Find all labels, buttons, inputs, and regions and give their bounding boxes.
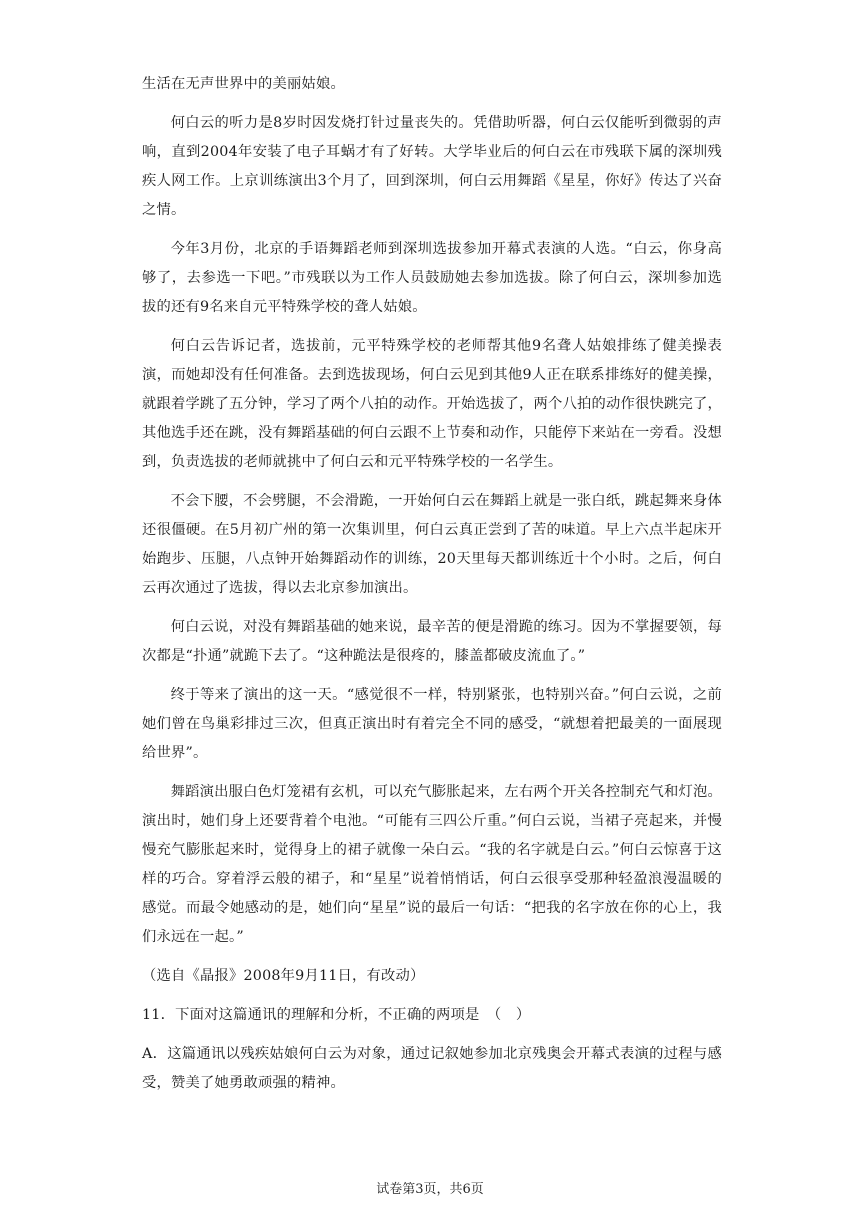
article-paragraph: 何白云告诉记者，选拔前，元平特殊学校的老师帮其他9名聋人姑娘排练了健美操表演，而她却没有任何准备。去到选拔现场，何白云见到其他9人正在联系排练好的健美操，就跟着学跳了五分钟，学习了两个八拍的动作。开始选拔了，两个八拍的动作很快跳完了，其他选手还在跳，没有舞蹈基础的何白云跟不上节奏和动作，只能停下来站在一旁看。没想到，负责选拔的老师就挑中了何白云和元平特殊学校的一名学生。: [142, 338, 722, 470]
article-body: [142, 70, 722, 1108]
article-paragraph: 生活在无声世界中的美丽姑娘。: [142, 76, 345, 92]
page-footer: 试卷第3页，共6页: [376, 1182, 484, 1197]
article-paragraph: 何白云的听力是8岁时因发烧打针过量丧失的。凭借助听器，何白云仅能听到微弱的声响，直到2004年安装了电子耳蜗才有了好转。大学毕业后的何白云在市残联下属的深圳残疾人网工作。上京训练演出3个月了，回到深圳，何白云用舞蹈《星星，你好》传达了兴奋之情。: [142, 115, 722, 218]
article-paragraph: 不会下腰，不会劈腿，不会滑跪，一开始何白云在舞蹈上就是一张白纸，跳起舞来身体还很僵硬。在5月初广州的第一次集训里，何白云真正尝到了苦的味道。早上六点半起床开始跑步、压腿，八点钟开始舞蹈动作的训练，20天里每天都训练近十个小时。之后，何白云再次通过了选拔，得以去北京参加演出。: [142, 493, 722, 596]
article-paragraph: 舞蹈演出服白色灯笼裙有玄机，可以充气膨胀起来，左右两个开关各控制充气和灯泡。演出时，她们身上还要背着个电池。“可能有三四公斤重。”何白云说，当裙子亮起来，并慢慢充气膨胀起来时，觉得身上的裙子就像一朵白云。“我的名字就是白云。”何白云惊喜于这样的巧合。穿着浮云般的裙子，和“星星”说着悄悄话，何白云很享受那种轻盈浪漫温暖的感觉。而最令她感动的是，她们向“星星”说的最后一句话：“把我的名字放在你的心上，我们永远在一起。”: [142, 784, 722, 945]
question-stem: 11．下面对这篇通讯的理解和分析，不正确的两项是 （ ）: [142, 1007, 531, 1023]
article-source: （选自《晶报》2008年9月11日，有改动）: [142, 968, 425, 984]
article-paragraph: 何白云说，对没有舞蹈基础的她来说，最辛苦的便是滑跪的练习。因为不掌握要领，每次都是“扑通”就跪下去了。“这种跪法是很疼的，膝盖都破皮流血了。”: [142, 619, 722, 664]
article-paragraph: 今年3月份，北京的手语舞蹈老师到深圳选拔参加开幕式表演的人选。“白云，你身高够了，去参选一下吧。”市残联以为工作人员鼓励她去参加选拔。除了何白云，深圳参加选拔的还有9名来自元平特殊学校的聋人姑娘。: [142, 241, 722, 315]
article-paragraph: 终于等来了演出的这一天。“感觉很不一样，特别紧张，也特别兴奋。”何白云说，之前她们曾在鸟巢彩排过三次，但真正演出时有着完全不同的感受，“就想着把最美的一面展现给世界”。: [142, 687, 722, 761]
question-option-a: A．这篇通讯以残疾姑娘何白云为对象，通过记叙她参加北京残奥会开幕式表演的过程与感受，赞美了她勇敢顽强的精神。: [142, 1046, 722, 1091]
